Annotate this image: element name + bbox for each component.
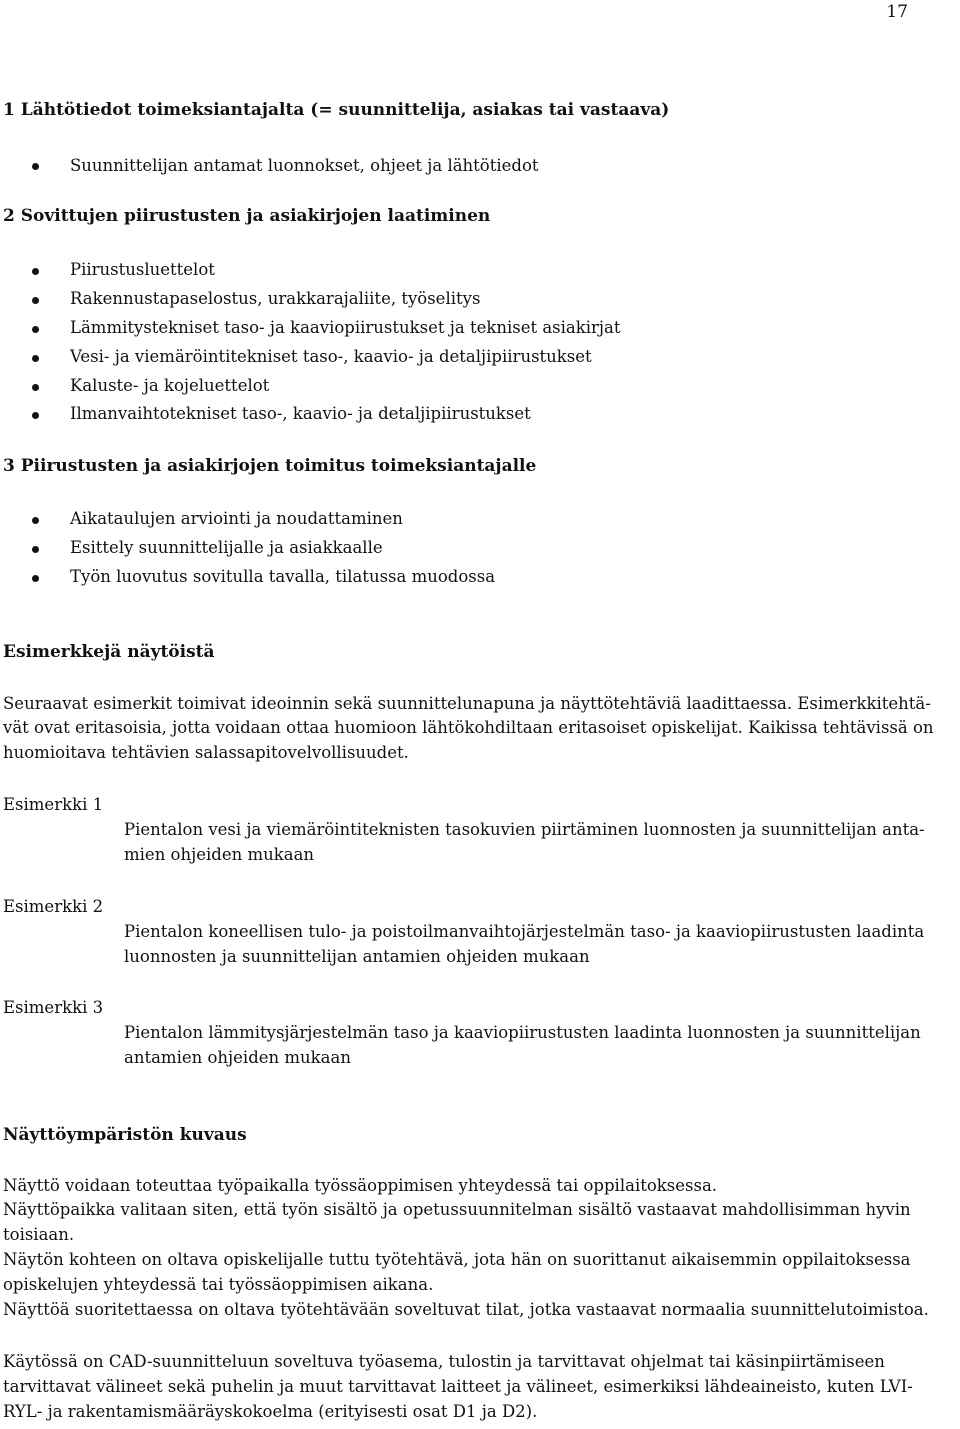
page-number: 17 (886, 2, 908, 22)
list-item: Työn luovutus sovitulla tavalla, tilatussa muodossa (70, 567, 496, 586)
bullet-icon (32, 163, 39, 170)
example-text-line: mien ohjeiden mukaan (124, 845, 315, 864)
example-label: Esimerkki 3 (3, 998, 104, 1017)
section-2-heading: 2 Sovittujen piirustusten ja asiakirjojen laatiminen (3, 206, 491, 226)
environment-line: opiskelujen yhteydessä tai työssäoppimisen aikana. (3, 1275, 434, 1294)
example-label: Esimerkki 1 (3, 795, 104, 814)
cad-line: RYL- ja rakentamismääräyskokoelma (erityisesti osat D1 ja D2). (3, 1402, 538, 1421)
environment-line: Näyttöpaikka valitaan siten, että työn sisältö ja opetussuunnitelman sisältö vastaavat mahdollisimman hyvin (3, 1200, 911, 1219)
examples-intro-line: vät ovat eritasoisia, jotta voidaan ottaa huomioon lähtökohdiltaan eritasoiset opiskelijat. Kaikissa tehtävissä on (3, 718, 934, 737)
bullet-icon (32, 412, 39, 419)
examples-intro-line: huomioitava tehtävien salassapitovelvollisuudet. (3, 743, 409, 762)
bullet-icon (32, 575, 39, 582)
list-item: Vesi- ja viemäröintitekniset taso-, kaavio- ja detaljipiirustukset (70, 347, 592, 366)
example-text-line: Pientalon koneellisen tulo- ja poistoilmanvaihtojärjestelmän taso- ja kaaviopiirustusten laadinta (124, 922, 925, 941)
environment-line: Näyttöä suoritettaessa on oltava työtehtävään soveltuvat tilat, jotka vastaavat normaalia suunnittelutoimistoa. (3, 1300, 929, 1319)
environment-line: toisiaan. (3, 1225, 75, 1244)
environment-heading: Näyttöympäristön kuvaus (3, 1125, 247, 1145)
list-item: Esittely suunnittelijalle ja asiakkaalle (70, 538, 383, 557)
cad-line: Käytössä on CAD-suunnitteluun soveltuva työasema, tulostin ja tarvittavat ohjelmat tai käsinpiirtämiseen (3, 1352, 885, 1371)
list-item: Rakennustapaselostus, urakkarajaliite, työselitys (70, 289, 481, 308)
section-3-heading: 3 Piirustusten ja asiakirjojen toimitus toimeksiantajalle (3, 456, 537, 476)
example-text-line: luonnosten ja suunnittelijan antamien ohjeiden mukaan (124, 947, 590, 966)
list-item: Aikataulujen arviointi ja noudattaminen (70, 509, 403, 528)
example-label: Esimerkki 2 (3, 897, 104, 916)
bullet-icon (32, 517, 39, 524)
bullet-icon (32, 355, 39, 362)
environment-line: Näyttö voidaan toteuttaa työpaikalla työssäoppimisen yhteydessä tai oppilaitoksessa. (3, 1176, 718, 1195)
bullet-icon (32, 268, 39, 275)
list-item: Lämmitystekniset taso- ja kaaviopiirustukset ja tekniset asiakirjat (70, 318, 621, 337)
bullet-icon (32, 546, 39, 553)
section-1-heading: 1 Lähtötiedot toimeksiantajalta (= suunnittelija, asiakas tai vastaava) (3, 100, 670, 120)
example-text-line: Pientalon lämmitysjärjestelmän taso ja kaaviopiirustusten laadinta luonnosten ja suunnittelijan (124, 1023, 921, 1042)
example-text-line: Pientalon vesi ja viemäröintiteknisten tasokuvien piirtäminen luonnosten ja suunnittelijan anta- (124, 820, 925, 839)
example-text-line: antamien ohjeiden mukaan (124, 1048, 351, 1067)
bullet-icon (32, 326, 39, 333)
environment-line: Näytön kohteen on oltava opiskelijalle tuttu työtehtävä, jota hän on suorittanut aikaisemmin oppilaitoksessa (3, 1250, 911, 1269)
cad-line: tarvittavat välineet sekä puhelin ja muut tarvittavat laitteet ja välineet, esimerkiksi lähdeaineisto, kuten LVI- (3, 1377, 913, 1396)
list-item: Kaluste- ja kojeluettelot (70, 376, 270, 395)
examples-intro-line: Seuraavat esimerkit toimivat ideoinnin sekä suunnittelunapuna ja näyttötehtäviä laadittaessa. Esimerkkitehtä- (3, 694, 931, 713)
list-item: Suunnittelijan antamat luonnokset, ohjeet ja lähtötiedot (70, 156, 539, 175)
examples-heading: Esimerkkejä näytöistä (3, 642, 215, 662)
bullet-icon (32, 297, 39, 304)
list-item: Piirustusluettelot (70, 260, 215, 279)
list-item: Ilmanvaihtotekniset taso-, kaavio- ja detaljipiirustukset (70, 404, 531, 423)
bullet-icon (32, 384, 39, 391)
